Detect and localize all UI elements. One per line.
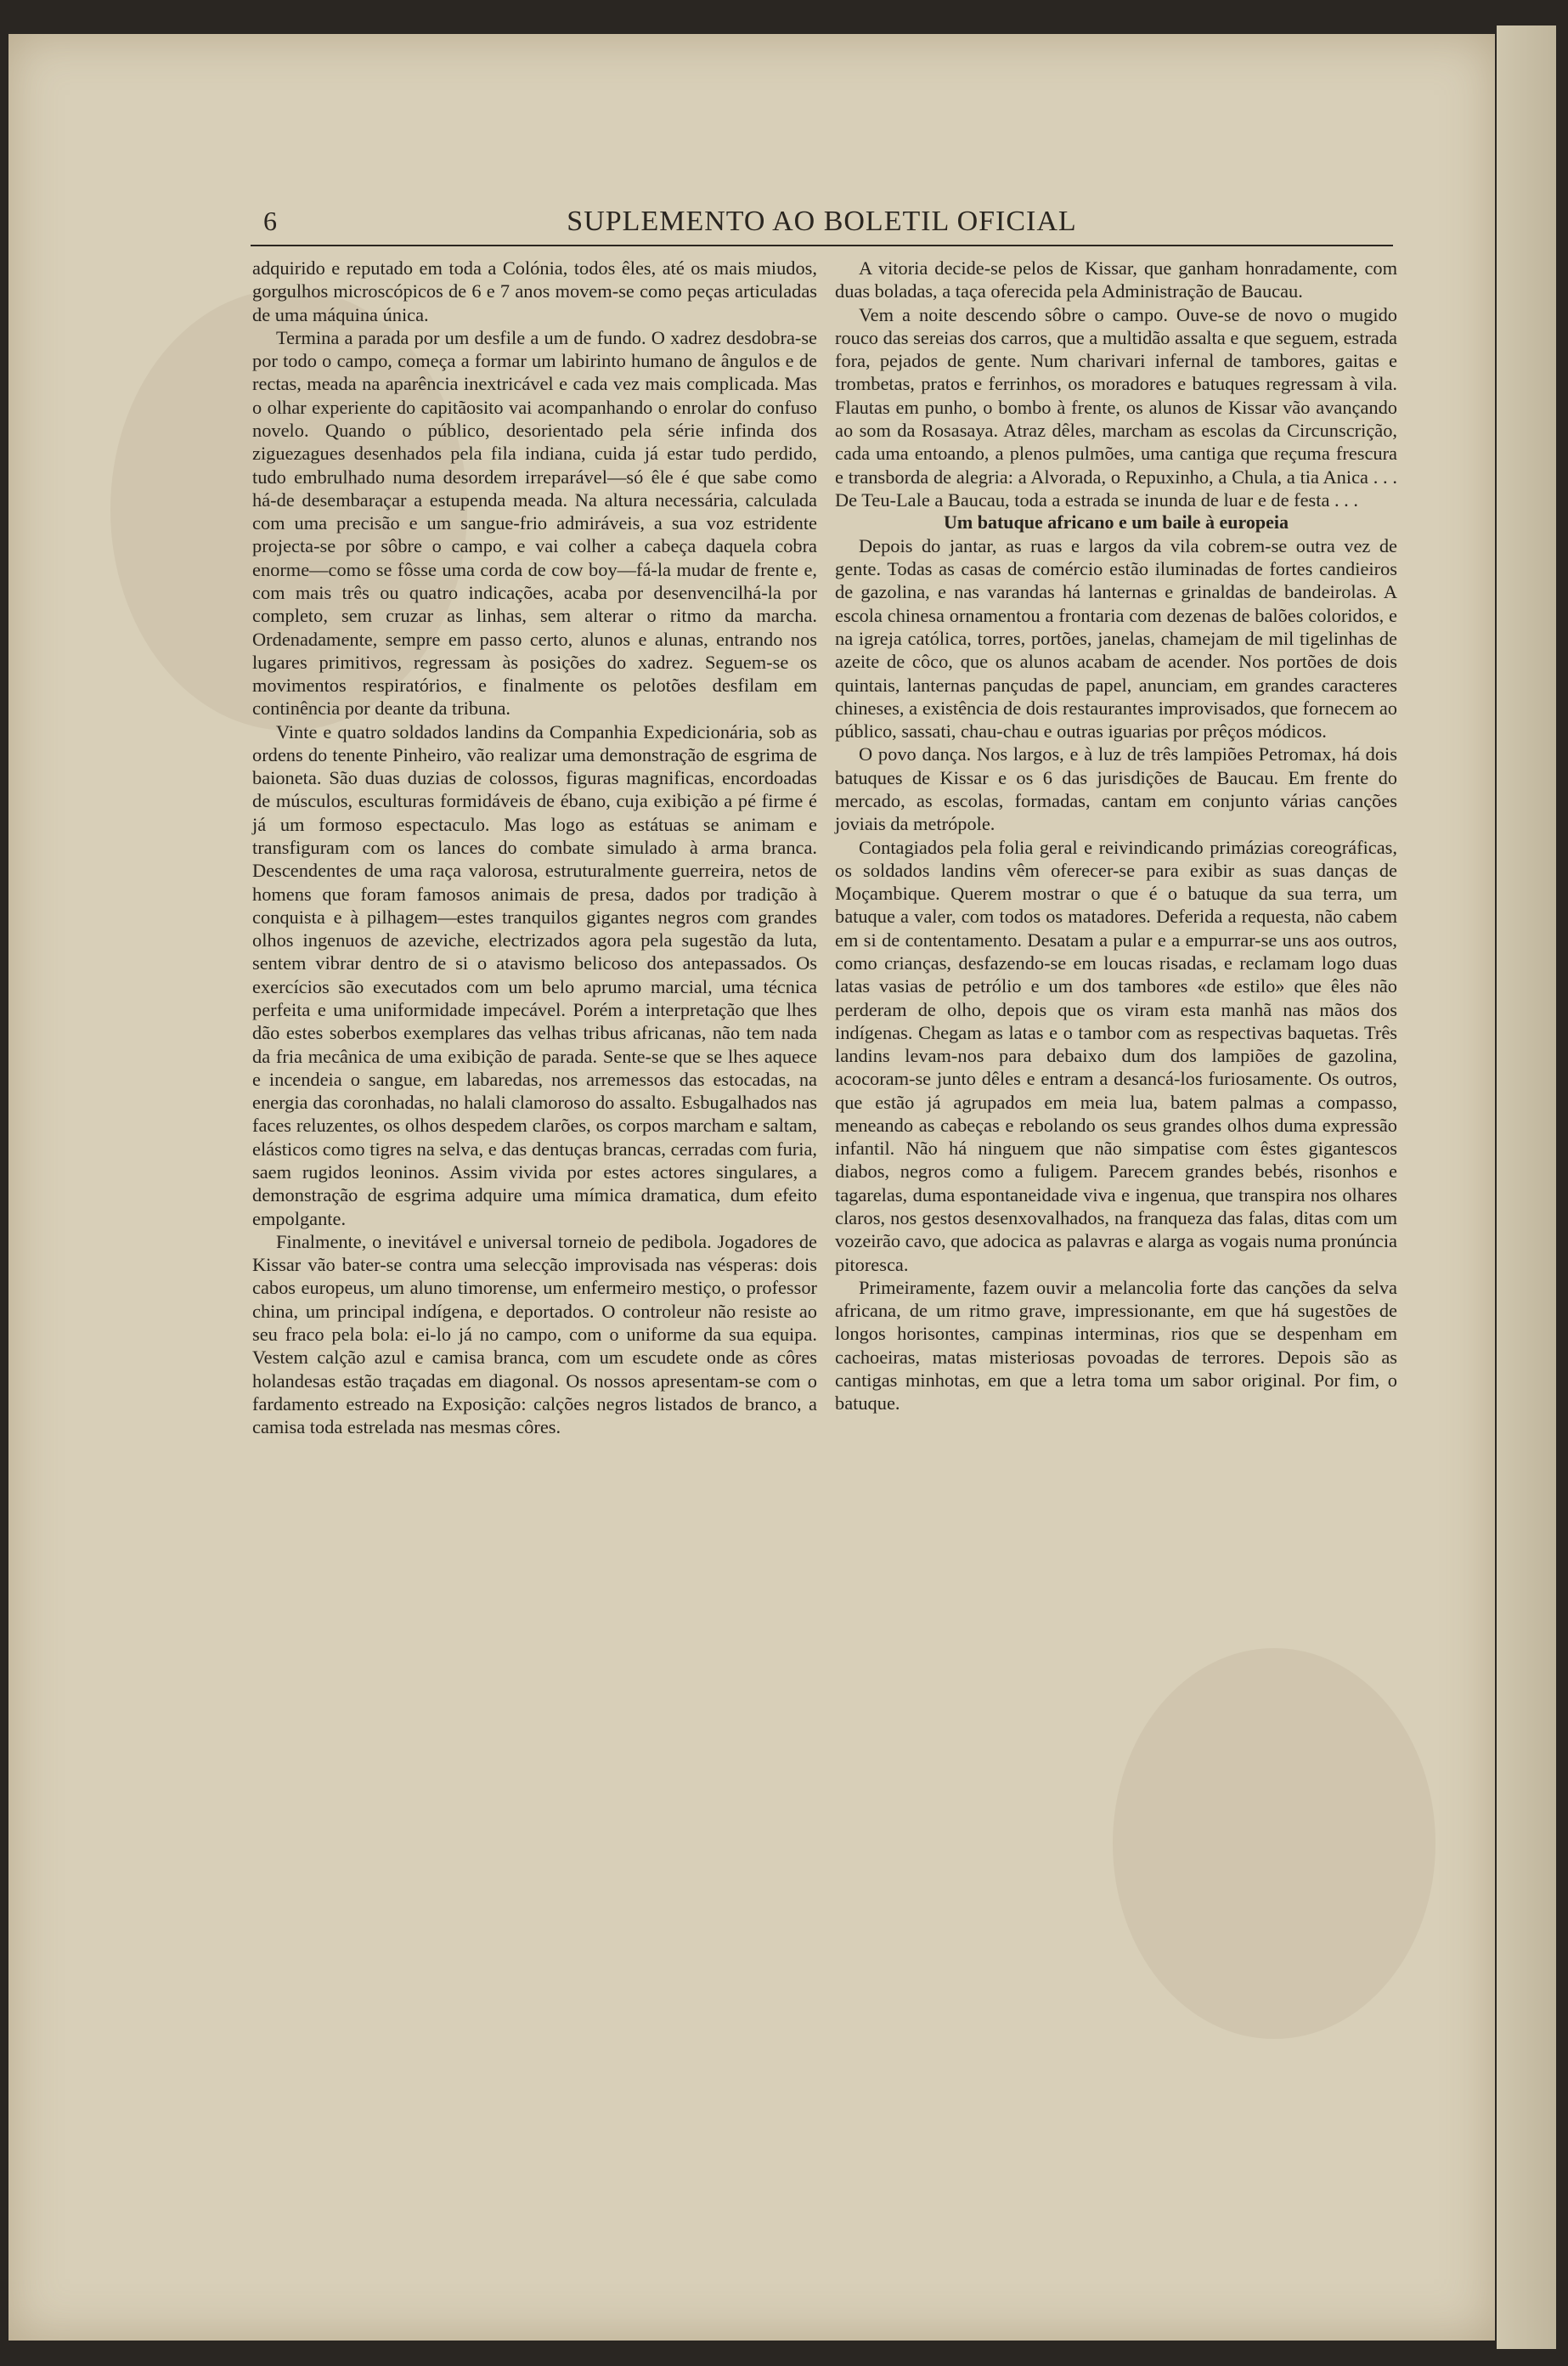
paragraph: A vitoria decide-se pelos de Kissar, que ganham honradamente, com duas boladas, a taça oferecida pela Administração de Baucau. xyxy=(835,257,1397,302)
running-title: SUPLEMENTO AO BOLETIL OFICIAL xyxy=(567,206,1077,237)
paragraph: Finalmente, o inevitável e universal torneio de pedibola. Jogadores de Kissar vão bater-se contra uma selecção improvisada nas vésperas: dois cabos europeus, um aluno timorense, um enfermeiro mestiço, o professor china, um principal indígena, e deportados. O controleur não resiste ao seu fraco pela bola: ei-lo já no campo, com o uniforme da sua equipa. Vestem calção azul e camisa branca, com um escudete onde as côres holandesas estão traçadas em diagonal. Os nossos apresentam-se com o fardamento estreado na Exposição: calções negros listados de branco, a camisa toda estrelada nas mesmas côres. xyxy=(252,1230,817,1438)
paragraph: O povo dança. Nos largos, e à luz de três lampiões Petromax, há dois batuques de Kissar e os 6 das jurisdições de Baucau. Em frente do mercado, as escolas, formadas, cantam em conjunto várias canções joviais da metrópole. xyxy=(835,743,1397,835)
left-column xyxy=(252,257,817,1438)
paragraph: Vem a noite descendo sôbre o campo. Ouve-se de novo o mugido rouco das sereias dos carros, que a multidão assalta e que seguem, estrada fora, pejados de gente. Num charivari infernal de tambores, gaitas e trombetas, pratos e ferrinhos, os moradores e batuques regressam à vila. Flautas em punho, o bombo à frente, os alunos de Kissar vão avançando ao som da Rosasaya. Atraz dêles, marcham as escolas da Circunscrição, cada uma entoando, a plenos pulmões, uma cantiga que reçuma frescura e transborda de alegria: a Alvorada, o Repuxinho, a Chula, a tia Anica . . . De Teu-Lale a Baucau, toda a estrada se inunda de luar e de festa . . . xyxy=(835,303,1397,511)
page-header xyxy=(251,204,1393,246)
paragraph: Primeiramente, fazem ouvir a melancolia forte das canções da selva africana, de um ritmo grave, impressionante, em que há sugestões de longos horisontes, campinas interminas, rios que se despenham em cachoeiras, matas misteriosas povoadas de terrores. Depois são as cantigas minhotas, em que a letra toma um sabor original. Por fim, o batuque. xyxy=(835,1276,1397,1415)
paragraph: adquirido e reputado em toda a Colónia, todos êles, até os mais miudos, gorgulhos microscópicos de 6 e 7 anos movem-se como peças articuladas de uma máquina única. xyxy=(252,257,817,325)
paragraph: Vinte e quatro soldados landins da Companhia Expedicionária, sob as ordens do tenente Pinheiro, vão realizar uma demonstração de esgrima de baioneta. São duas duzias de colossos, figuras magnificas, encordoadas de músculos, esculturas formidáveis de ébano, cuja exibição a pé firme é já um formoso espectaculo. Mas logo as estátuas se animam e transfiguram com os lances do combate simulado à arma branca. Descendentes de uma raça valorosa, estruturalmente guerreira, netos de homens que foram famosos animais de presa, dados por tradição à conquista e à pilhagem—estes tranquilos gigantes negros com grandes olhos ingenuos de azeviche, electrizados agora pela sugestão da luta, sentem vibrar dentro de si o atavismo belicoso dos antepassados. Os exercícios são executados com um belo aprumo marcial, uma técnica perfeita e uma uniformidade impecável. Porém a interpretação que lhes dão estes soberbos exemplares das velhas tribus africanas, não tem nada da fria mecânica de uma exibição de parada. Sente-se que se lhes aquece e incendeia o sangue, em labaredas, nos arremessos das estocadas, na energia das coronhadas, no halali clamoroso do assalto. Esbugalhados nas faces reluzentes, os olhos despedem clarões, os corpos marcham e saltam, elásticos como tigres na selva, e das dentuças brancas, cerradas com furia, saem rugidos leoninos. Assim vivida por estes actores singulares, a demonstração de esgrima adquire uma mímica dramatica, dum efeito empolgante. xyxy=(252,720,817,1229)
section-heading: Um batuque africano e um baile à europeia xyxy=(944,511,1289,534)
page-number: 6 xyxy=(263,206,277,236)
paper-stain xyxy=(1113,1648,1435,2039)
paragraph: Termina a parada por um desfile a um de fundo. O xadrez desdobra-se por todo o campo, começa a formar um labirinto humano de ângulos e de rectas, meada na aparência inextricável e cada vez mais complicada. Mas o olhar experiente do capitãosito vai acompanhando o enrolar do confuso novelo. Quando o público, desorientado pela série infinda dos ziguezagues desenhados pela fila indiana, cuida já estar tudo perdido, tudo embrulhado numa desordem irreparável—só êle é que sabe como há-de desembaraçar a estupenda meada. Na altura necessária, calculada com uma precisão e um sangue-frio admiráveis, a sua voz estridente projecta-se por sôbre o campo, e vai colher a cabeça daquela cobra enorme—como se fôsse uma corda de cow boy—fá-la mudar de frente e, com mais três ou quatro indicações, acaba por desenvencilhá-la por completo, sem cruzar as linhas, sem alterar o ritmo da marcha. Ordenadamente, sempre em passo certo, alunos e alunas, entrando nos lugares primitivos, regressam às posições do xadrez. Seguem-se os movimentos respiratórios, e finalmente os pelotões desfilam em continência por deante da tribuna. xyxy=(252,326,817,720)
right-column xyxy=(835,257,1397,1415)
paragraph: Depois do jantar, as ruas e largos da vila cobrem-se outra vez de gente. Todas as casas de comércio estão iluminadas de fortes candieiros de gazolina, e nas varandas há lanternas e grinaldas de bandeirolas. A escola chinesa ornamentou a frontaria com dezenas de balões coloridos, e na igreja católica, torres, portões, janelas, chamejam de mil tigelinhas de azeite de côco, que os alunos acabam de acender. Nos portões de dois quintais, lanternas pançudas de papel, anunciam, em grandes caracteres chineses, a existência de dois restaurantes improvisados, que fornecem ao público, sassati, chau-chau e outras iguarias por prêços módicos. xyxy=(835,534,1397,743)
paragraph: Contagiados pela folia geral e reivindicando primázias coreográficas, os soldados landins vêm oferecer-se para exibir as suas danças de Moçambique. Querem mostrar o que é o batuque da sua terra, um batuque a valer, com todos os matadores. Deferida a requesta, não cabem em si de contentamento. Desatam a pular e a empurrar-se uns aos outros, como crianças, desfazendo-se em loucas risadas, e reclamam logo duas latas vasias de petrólio e um dos tambores «de estilo» que êles não perderam de olho, depois que os viram esta manhã nas mãos dos indígenas. Chegam as latas e o tambor com as respectivas baquetas. Três landins levam-nos para debaixo dum dos lampiões de gazolina, acocoram-se junto dêles e entram a desancá-los furiosamente. Os outros, que estão já agrupados em meia lua, batem palmas a compasso, meneando as cabeças e rebolando os seus grandes olhos duma expressão infantil. Não há ninguem que não simpatise com êstes gigantescos diabos, negros como a fuligem. Parecem grandes bebés, risonhos e tagarelas, duma espontaneidade viva e ingenua, que transpira nos olhares claros, nos gestos desenxovalhados, na franqueza das falas, ditas com um vozeirão cavo, que adocica as palavras e alarga as vogais numa pronúncia pitoresca. xyxy=(835,836,1397,1275)
page-edge xyxy=(1497,25,1556,2349)
